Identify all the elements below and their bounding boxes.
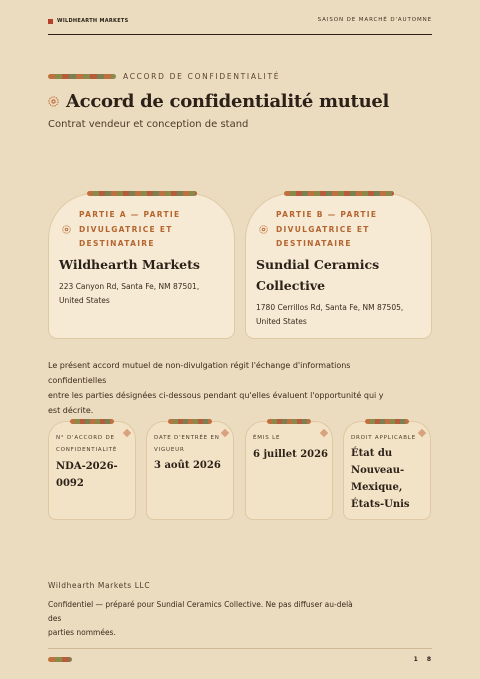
decorative-stripe xyxy=(48,657,72,662)
brand xyxy=(48,18,129,24)
detail-value-line: 0092 xyxy=(56,478,84,489)
party-label-line: PARTIE B — PARTIE xyxy=(276,210,378,219)
address-line: United States xyxy=(59,296,110,305)
decorative-stripe xyxy=(365,419,409,424)
page-subtitle: Contrat vendeur et conception de stand xyxy=(48,119,249,130)
detail-label-line: DATE D'ENTRÉE EN xyxy=(154,435,220,441)
footer-divider xyxy=(48,648,432,649)
party-label-line: PARTIE A — PARTIE xyxy=(79,210,181,219)
detail-value xyxy=(154,457,230,474)
detail-label-line: N° D'ACCORD DE xyxy=(56,435,115,441)
party-label-line-row xyxy=(276,223,416,238)
detail-label xyxy=(56,433,130,456)
detail-label-line: ÉMIS LE xyxy=(253,435,281,441)
detail-value-line: Nouveau- xyxy=(351,465,405,476)
footer-note-line: parties nommées. xyxy=(48,628,116,637)
detail-label xyxy=(351,433,425,445)
detail-value-line: États-Unis xyxy=(351,499,410,510)
party-name-line: Collective xyxy=(256,278,326,293)
detail-value-line: État du xyxy=(351,448,393,459)
detail-label-line: VIGUEUR xyxy=(154,446,185,453)
footer-note xyxy=(48,598,368,640)
decorative-stripe xyxy=(267,419,311,424)
kicker-text: ACCORD DE CONFIDENTIALITÉ xyxy=(123,72,281,81)
detail-value-line: Mexique, xyxy=(351,482,403,493)
sun-icon xyxy=(62,225,71,234)
party-a-card xyxy=(48,193,235,339)
party-b-label xyxy=(276,208,416,252)
detail-card-effective-date xyxy=(146,421,234,520)
sun-icon xyxy=(48,96,59,107)
footer-company: Wildhearth Markets LLC xyxy=(48,581,151,590)
season-label: SAISON DE MARCHÉ D'AUTOMNE xyxy=(317,17,432,23)
party-name-line: Wildhearth Markets xyxy=(59,257,200,272)
party-label-line: DESTINATAIRE xyxy=(276,239,352,248)
detail-value-line: 6 juillet 2026 xyxy=(253,449,329,460)
page-current: 1 xyxy=(413,656,419,663)
decorative-stripe xyxy=(48,74,116,79)
address-line: 1780 Cerrillos Rd, Santa Fe, NM 87505, xyxy=(256,303,404,312)
party-b-address xyxy=(256,301,421,329)
address-line: 223 Canyon Rd, Santa Fe, NM 87501, xyxy=(59,282,200,291)
decorative-stripe xyxy=(87,191,197,196)
party-a-label xyxy=(79,208,219,252)
section-kicker xyxy=(48,72,280,81)
footer-note-line: Confidentiel — préparé pour Sundial Ceramics Collective. Ne pas diffuser au-delà des xyxy=(48,600,353,623)
detail-value-line: NDA-2026- xyxy=(56,461,118,472)
party-label-line: DESTINATAIRE xyxy=(79,239,155,248)
page-title: Accord de confidentialité mutuel xyxy=(66,91,390,112)
party-label-line-row xyxy=(79,223,219,238)
party-name-line: Sundial Ceramics xyxy=(256,257,380,272)
detail-value xyxy=(253,446,329,463)
page-header xyxy=(48,15,432,35)
title-row xyxy=(48,91,389,112)
party-label-line: DIVULGATRICE ET xyxy=(79,224,173,234)
party-a-address xyxy=(59,280,224,308)
detail-label xyxy=(154,433,228,456)
party-label-line: DIVULGATRICE ET xyxy=(276,224,370,234)
sun-icon xyxy=(259,225,268,234)
party-a-name xyxy=(59,254,229,275)
decorative-stripe xyxy=(168,419,212,424)
decorative-stripe xyxy=(284,191,394,196)
address-line: United States xyxy=(256,317,307,326)
page-total: 8 xyxy=(426,656,432,663)
detail-card-governing-law xyxy=(343,421,431,520)
paragraph-line: entre les parties désignées ci-dessous pendant qu'elles évaluent l'opportunité qui y xyxy=(48,391,384,400)
party-b-card xyxy=(245,193,432,339)
paragraph-line: est décrite. xyxy=(48,406,94,415)
brand-name: WILDHEARTH MARKETS xyxy=(57,18,129,24)
intro-paragraph xyxy=(48,358,408,418)
brand-logo-icon xyxy=(48,19,53,24)
detail-label-line: DROIT APPLICABLE xyxy=(351,435,416,441)
detail-label xyxy=(253,433,327,445)
party-b-name xyxy=(256,254,426,296)
paragraph-line: Le présent accord mutuel de non-divulgation régit l'échange d'informations confidentielles xyxy=(48,361,351,385)
detail-card-agreement-number xyxy=(48,421,136,520)
detail-value-line: 3 août 2026 xyxy=(154,460,221,471)
page-number xyxy=(414,656,432,663)
detail-value xyxy=(56,458,132,492)
detail-value xyxy=(351,445,427,513)
decorative-stripe xyxy=(70,419,114,424)
detail-card-issued-date xyxy=(245,421,333,520)
detail-label-line: CONFIDENTIALITÉ xyxy=(56,446,118,453)
